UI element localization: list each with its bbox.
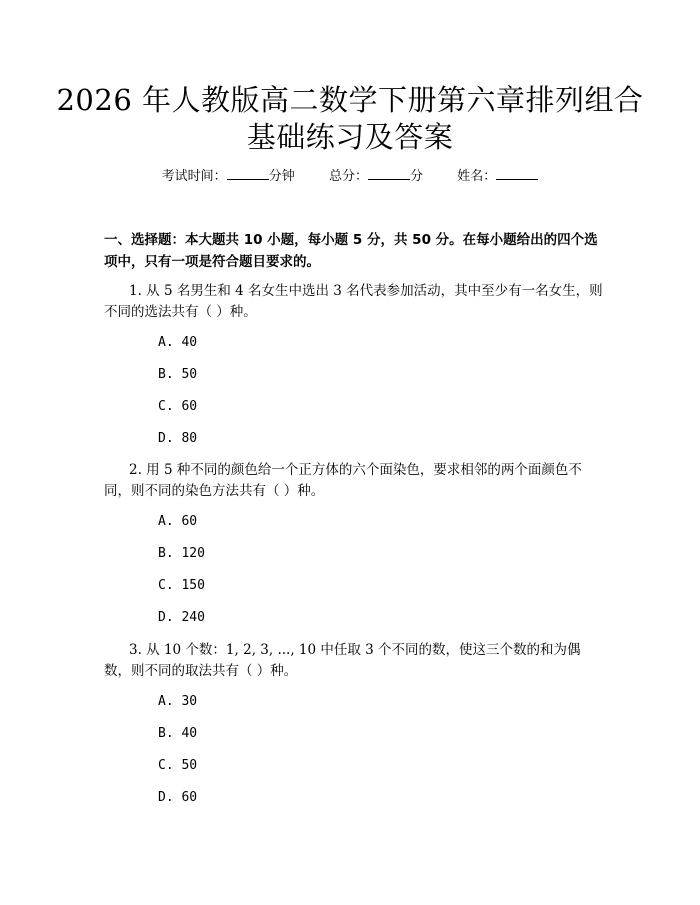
- question-3-text: 3. 从 10 个数：1, 2, 3, ..., 10 中任取 3 个不同的数，使这三个数的和为偶数，则不同的取法共有（ ）种。: [104, 642, 581, 679]
- question-1-option-b: B. 50: [158, 367, 198, 382]
- score-label: 总分：: [328, 169, 368, 184]
- section-heading: 一、选择题：本大题共 10 小题，每小题 5 分，共 50 分。在每小题给出的四个选项中，只有一项是符合题目要求的。: [104, 232, 598, 270]
- score-blank: [368, 166, 410, 180]
- name-blank: [496, 166, 538, 180]
- question-2-option-d: D. 240: [158, 610, 205, 625]
- question-1-option-d: D. 80: [158, 431, 198, 446]
- score-unit: 分: [410, 169, 424, 184]
- question-3-option-d: D. 60: [158, 790, 198, 805]
- question-1-text: 1. 从 5 名男生和 4 名女生中选出 3 名代表参加活动，其中至少有一名女生，则不同的选法共有（ ）种。: [104, 283, 603, 320]
- exam-title-line-1: 2026 年人教版高二数学下册第六章排列组合: [56, 83, 644, 117]
- time-unit: 分钟: [268, 169, 295, 184]
- question-3-option-c: C. 50: [158, 758, 198, 773]
- question-3: [104, 640, 604, 682]
- question-1: [104, 281, 604, 323]
- question-3-option-b: B. 40: [158, 726, 198, 741]
- question-2-text: 2. 用 5 种不同的颜色给一个正方体的六个面染色，要求相邻的两个面颜色不同，则不同的染色方法共有（ ）种。: [104, 462, 582, 499]
- time-label: 考试时间：: [161, 169, 227, 184]
- question-2-option-b: B. 120: [158, 546, 205, 561]
- question-3-option-a: A. 30: [158, 694, 198, 709]
- question-2: [104, 460, 604, 502]
- question-1-option-a: A. 40: [158, 335, 198, 350]
- exam-title-line-2: 基础练习及答案: [246, 120, 454, 154]
- exam-meta-line: [0, 166, 700, 187]
- question-1-option-c: C. 60: [158, 399, 198, 414]
- question-2-option-a: A. 60: [158, 514, 198, 529]
- time-blank: [227, 166, 269, 180]
- name-label: 姓名：: [457, 169, 497, 184]
- question-2-option-c: C. 150: [158, 578, 205, 593]
